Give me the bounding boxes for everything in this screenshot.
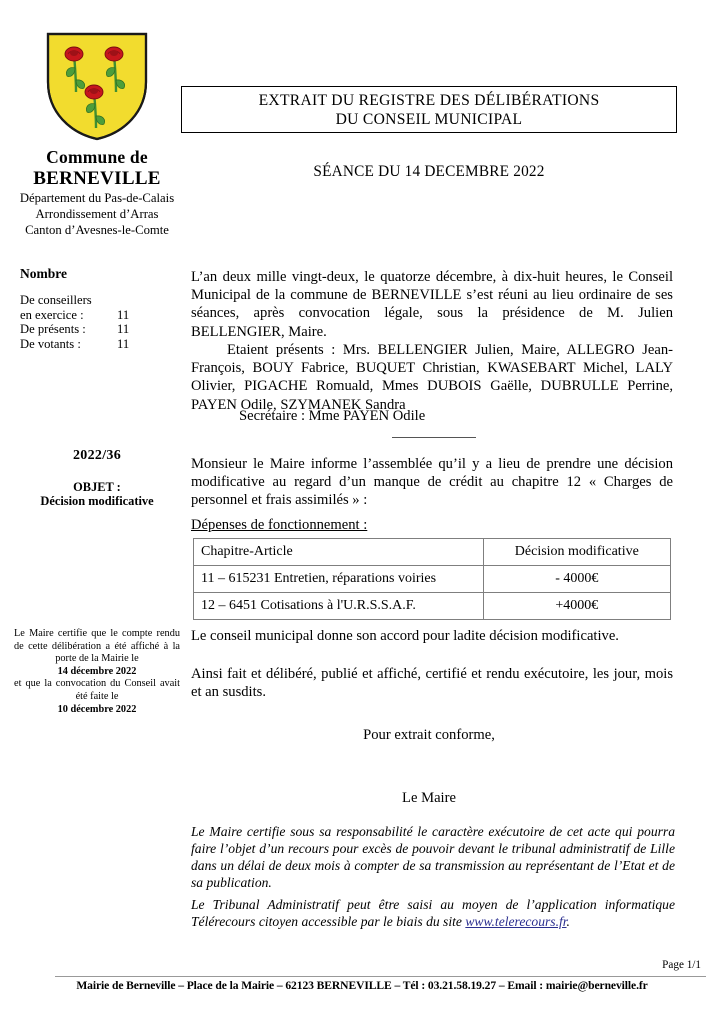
signature-le-maire: Le Maire (402, 790, 456, 806)
table-header-chapitre-article: Chapitre-Article (194, 539, 484, 566)
legal-text-before: Le Tribunal Administratif peut être saisi au moyen de l’application informatique Télérecours citoyen accessible par le biais du site (191, 897, 675, 929)
nombre-value: 11 (117, 336, 130, 351)
table-cell-article: 12 – 6451 Cotisations à l'U.R.S.S.A.F. (194, 593, 484, 620)
paragraph-text: Ainsi fait et délibéré, publié et affiché, certifié et rendu exécutoire, les jour, mois et an susdits. (191, 666, 673, 701)
certification-line2: et que la convocation du Conseil avait été faite le (14, 678, 180, 702)
commune-name: BERNEVILLE (33, 168, 161, 189)
arrondissement-label: Arrondissement d’Arras (35, 207, 159, 221)
body-paragraph-opening (191, 268, 673, 341)
coat-of-arms-berneville (8, 30, 186, 145)
document-title-line2: DU CONSEIL MUNICIPAL (335, 110, 523, 128)
departement-label: Département du Pas-de-Calais (19, 191, 175, 205)
body-paragraph-accord (191, 627, 673, 645)
signature-pour-extrait-conforme: Pour extrait conforme, (363, 727, 495, 743)
body-paragraph-attendees (191, 341, 673, 414)
section-divider (392, 437, 476, 438)
masthead (8, 30, 186, 238)
objet-label: OBJET : (73, 480, 121, 494)
nombre-row (20, 337, 186, 352)
table-row (194, 566, 671, 593)
commune-label: Commune de (46, 147, 148, 167)
nombre-value: 11 (117, 322, 130, 337)
body-paragraph-secretary (191, 407, 673, 425)
body-paragraph-decision (191, 455, 673, 510)
decision-modificative-table (193, 538, 671, 620)
canton-label: Canton d’Avesnes-le-Comte (25, 223, 169, 237)
paragraph-text: Secrétaire : Mme PAYEN Odile (239, 408, 426, 424)
nombre-label: De présents : (20, 322, 86, 337)
legal-text-after: . (566, 914, 570, 929)
objet-value: Décision modificative (40, 494, 154, 508)
certification-line1: Le Maire certifie que le compte rendu de cette délibération a été affiché à la porte de la Mairie le (14, 628, 180, 665)
nombre-block (8, 266, 186, 351)
deliberation-number: 2022/36 (73, 448, 121, 463)
page-number: Page 1/1 (662, 959, 701, 971)
document-title-box (181, 86, 677, 133)
nombre-label: De votants : (20, 336, 81, 351)
nombre-label: De conseillers (20, 293, 92, 307)
table-cell-amount: - 4000€ (483, 566, 670, 593)
legal-notice-executoire (191, 823, 675, 891)
table-header-decision-modificative: Décision modificative (483, 539, 670, 566)
coat-of-arms-svg (42, 30, 152, 143)
telerecours-link[interactable]: www.telerecours.fr (465, 914, 567, 929)
nombre-title: Nombre (20, 266, 67, 281)
nombre-row (20, 293, 186, 308)
table-cell-amount: +4000€ (483, 593, 670, 620)
body-paragraph-delibere (191, 665, 673, 701)
nombre-row (20, 322, 186, 337)
paragraph-text: Monsieur le Maire informe l’assemblée qu’il y a lieu de prendre une décision modificative au regard d’un manque de crédit au chapitre 12 « Charges de personnel et frais assimilés » : (191, 456, 673, 509)
nombre-row (20, 308, 186, 323)
certification-block (8, 628, 186, 716)
certification-date2: 10 décembre 2022 (57, 703, 137, 715)
table-row-header (194, 539, 671, 566)
footer-divider (55, 976, 706, 977)
nombre-value: 11 (117, 307, 130, 322)
nombre-value (117, 293, 147, 308)
objet-block (8, 448, 186, 508)
certification-date1: 14 décembre 2022 (57, 665, 137, 677)
legal-text: Le Maire certifie sous sa responsabilité le caractère exécutoire de cet acte qui pourra faire l’objet d’un recours pour excès de pouvoir devant le tribunal administratif de Lille dans un délai de deux mois à compter de sa transmission au représentant de l’Etat et de sa publication. (191, 824, 675, 890)
paragraph-text: Le conseil municipal donne son accord pour ladite décision modificative. (191, 628, 619, 644)
nombre-label: en exercice : (20, 307, 84, 322)
paragraph-text: Etaient présents : Mrs. BELLENGIER Julien, Maire, ALLEGRO Jean-François, BOUY Fabrice, BUQUET Christian, KWASEBART Michel, LALY Olivier, PIGACHE Romuald, Mmes DUBOIS Gaëlle, DUBRULLE Perrine, PAYEN Odile, SZYMANEK Sandra (191, 342, 673, 413)
nombre-rows (20, 293, 186, 351)
paragraph-text: L’an deux mille vingt-deux, le quatorze décembre, à dix-huit heures, le Conseil Municipal de la commune de BERNEVILLE s’est réuni au lieu ordinaire de ses séances, après convocation légale, sous la présidence de M. Julien BELLENGIER, Maire. (191, 269, 673, 340)
footer-contact: Mairie de Berneville – Place de la Mairie – 62123 BERNEVILLE – Tél : 03.21.58.19.27 – Email : mairie@berneville.fr (76, 979, 648, 992)
depenses-label: Dépenses de fonctionnement : (191, 517, 368, 533)
table-row (194, 593, 671, 620)
table-cell-article: 11 – 615231 Entretien, réparations voiries (194, 566, 484, 593)
legal-notice-telerecours (191, 896, 675, 930)
legal-text (191, 896, 675, 930)
document-title-line1: EXTRAIT DU REGISTRE DES DÉLIBÉRATIONS (258, 91, 600, 109)
seance-heading: SÉANCE DU 14 DECEMBRE 2022 (313, 163, 545, 180)
